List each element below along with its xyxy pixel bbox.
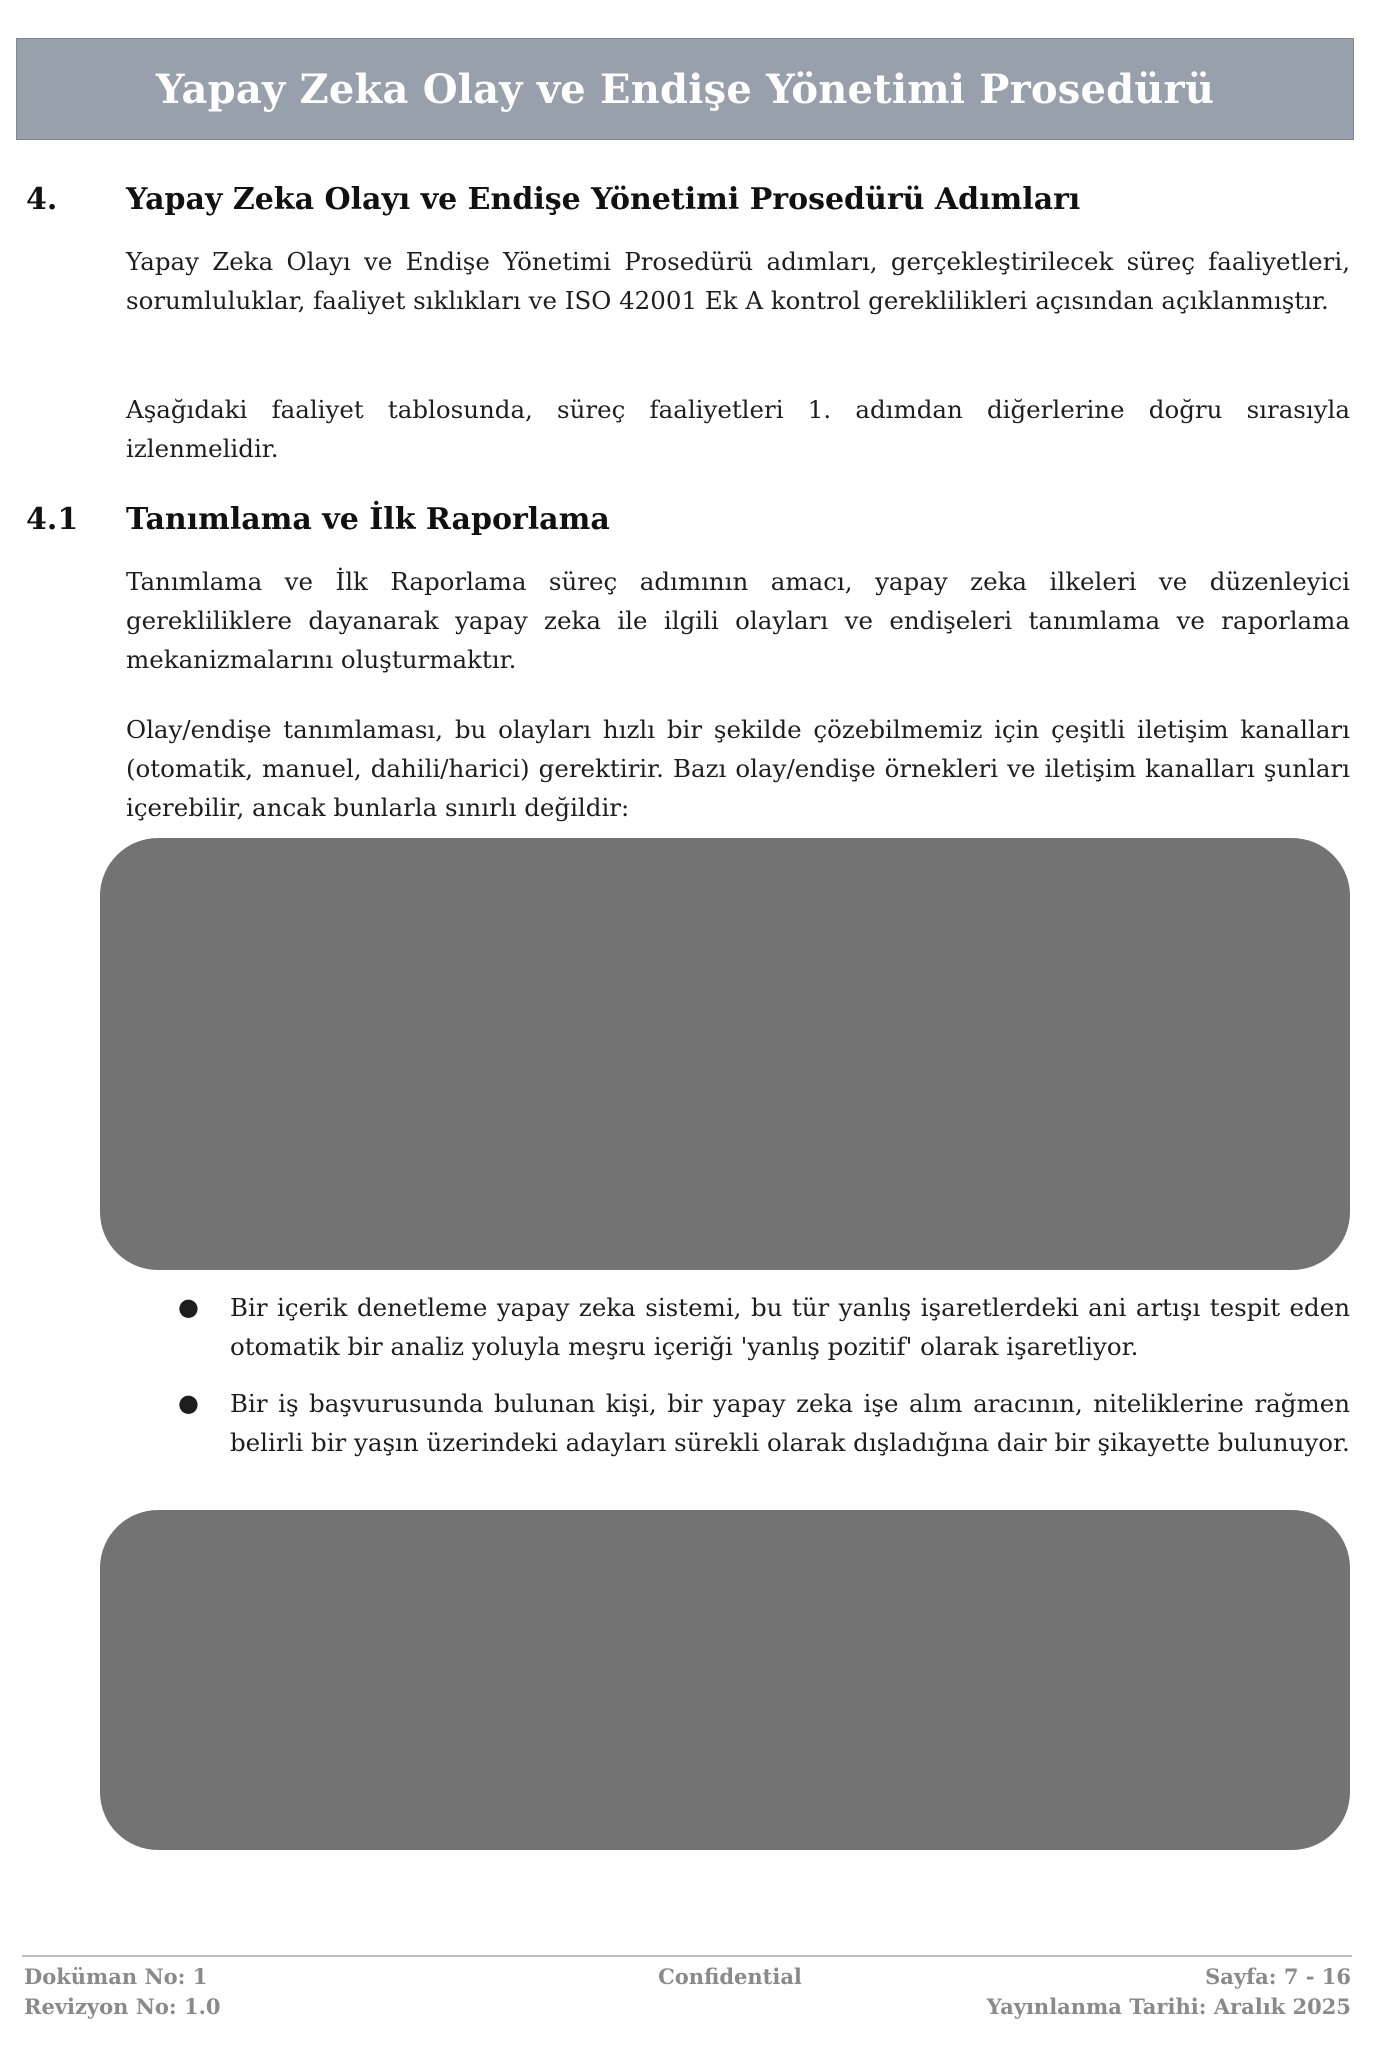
paragraph: Tanımlama ve İlk Raporlama süreç adımının amacı, yapay zeka ilkeleri ve düzenleyici gerekliliklere dayanarak yapay zeka ile ilgili olayları ve endişeleri tanımlama ve raporlama mekanizmalarını oluşturmaktır. [126,567,1350,674]
footer-publish-date: Yayınlanma Tarihi: Aralık 2025 [986,1994,1351,2019]
footer-revision: Revizyon No: 1.0 [24,1994,221,2019]
redacted-block [100,1510,1350,1850]
footer-page-number: Sayfa: 7 - 16 [1205,1964,1351,1989]
footer-divider [22,1955,1352,1957]
list-item-text: Bir iş başvurusunda bulunan kişi, bir yapay zeka işe alım aracının, niteliklerine rağmen belirli bir yaşın üzerindeki adayları sürekli olarak dışladığına dair bir şikayette bulunuyor. [230,1389,1350,1457]
footer-classification: Confidential [658,1964,802,1989]
section-heading-4 [26,182,1080,217]
section-number: 4. [26,182,58,217]
bullet-icon: ● [178,1389,199,1417]
footer-doc-number: Doküman No: 1 [24,1964,208,1989]
redacted-block [100,838,1350,1270]
bullet-icon: ● [178,1293,199,1321]
section-title: Yapay Zeka Olayı ve Endişe Yönetimi Prosedürü Adımları [126,182,1081,217]
document-header-banner [16,38,1354,140]
document-title: Yapay Zeka Olay ve Endişe Yönetimi Prosedürü [155,65,1215,113]
example-list [126,1288,1350,1480]
list-item-text: Bir içerik denetleme yapay zeka sistemi, bu tür yanlış işaretlerdeki ani artışı tespit eden otomatik bir analiz yoluyla meşru içeriği 'yanlış pozitif' olarak işaretliyor. [230,1293,1350,1361]
paragraph: Aşağıdaki faaliyet tablosunda, süreç faaliyetleri 1. adımdan diğerlerine doğru sırasıyla izlenmelidir. [126,395,1350,463]
list-item [126,1384,1350,1462]
section-heading-4-1 [26,502,610,537]
list-item [126,1288,1350,1366]
section-number: 4.1 [26,502,79,537]
paragraph: Yapay Zeka Olayı ve Endişe Yönetimi Prosedürü adımları, gerçekleştirilecek süreç faaliyetleri, sorumluluklar, faaliyet sıklıkları ve ISO 42001 Ek A kontrol gereklilikleri açısından açıklanmıştır. [126,247,1350,315]
section-title: Tanımlama ve İlk Raporlama [126,502,610,537]
paragraph: Olay/endişe tanımlaması, bu olayları hızlı bir şekilde çözebilmemiz için çeşitli iletişim kanalları (otomatik, manuel, dahili/harici) gerektirir. Bazı olay/endişe örnekleri ve iletişim kanalları şunları içerebilir, ancak bunlarla sınırlı değildir: [126,715,1350,822]
